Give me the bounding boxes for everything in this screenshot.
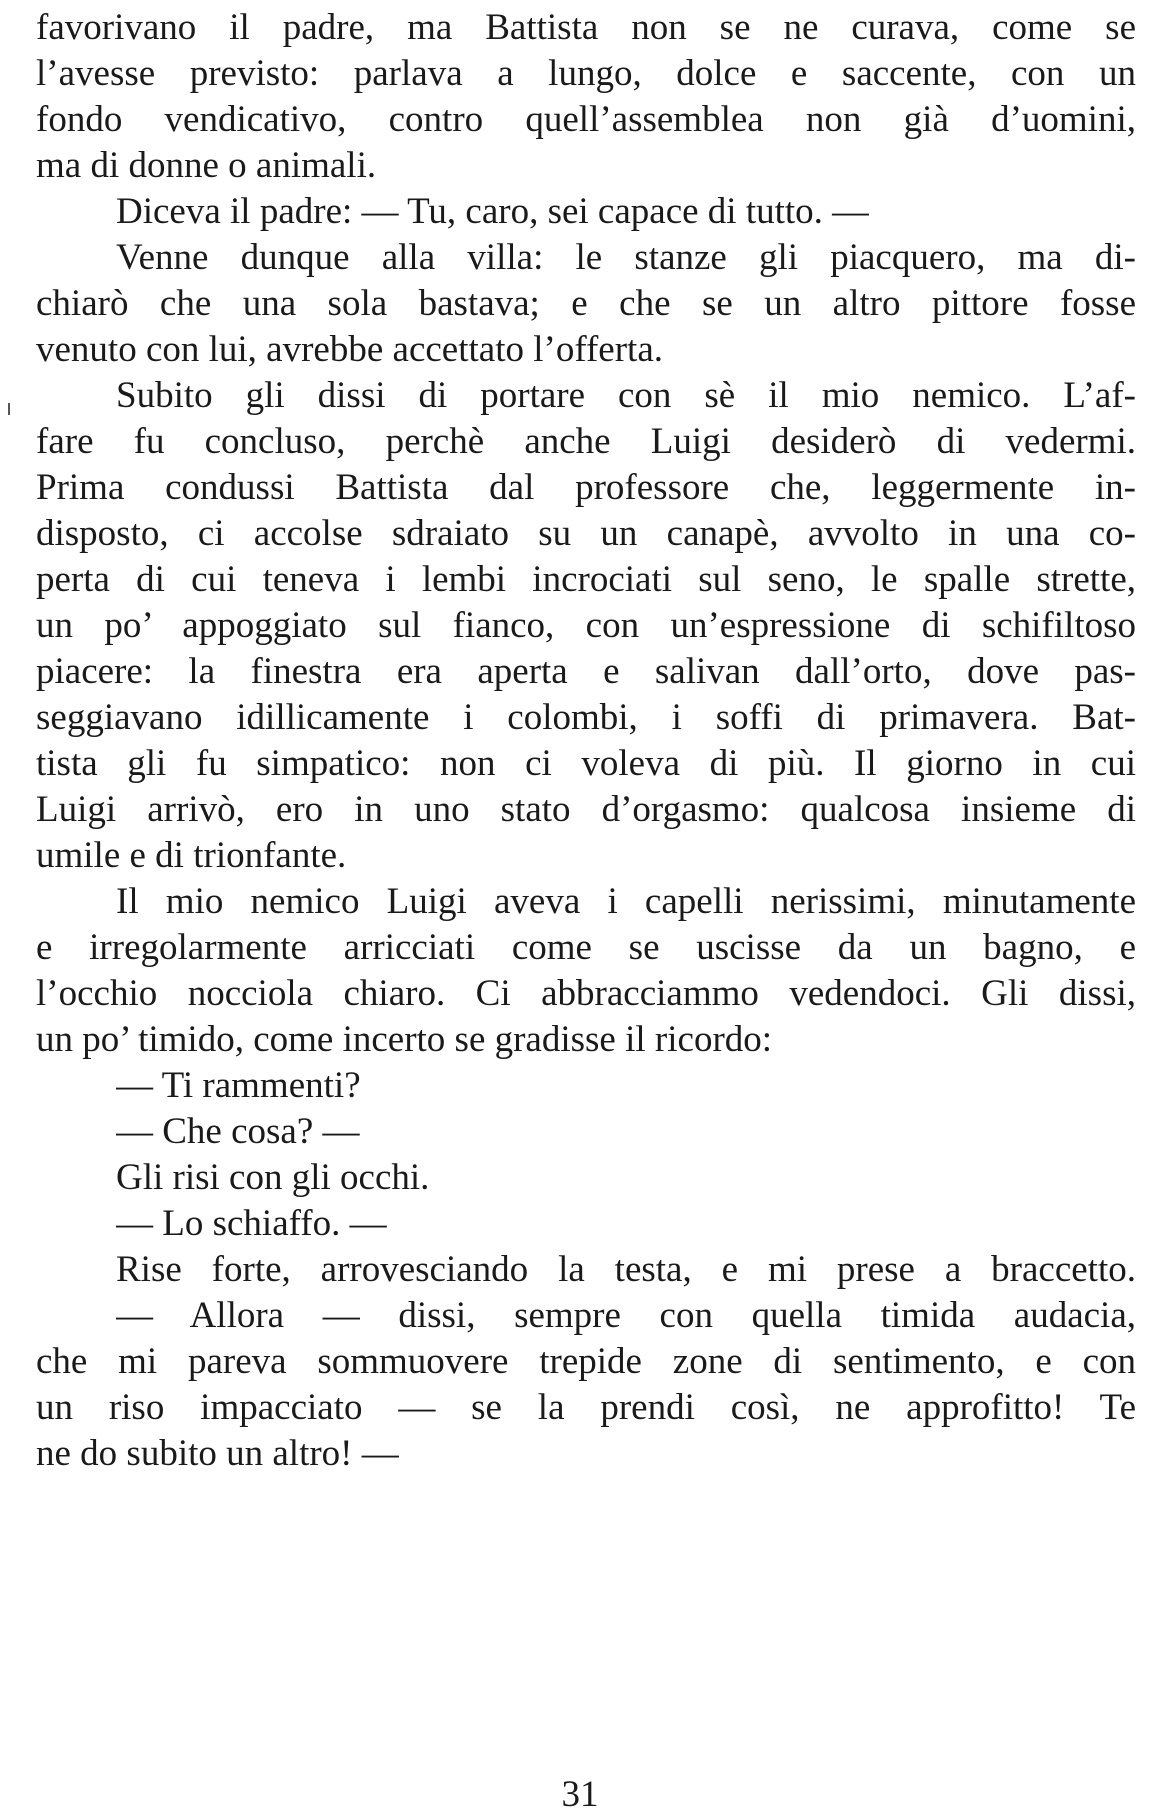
text-line: Prima condussi Battista dal professore che, leggermente in- bbox=[36, 467, 1136, 508]
text-line: ma di donne o animali. bbox=[36, 145, 377, 186]
text-line: Gli risi con gli occhi. bbox=[116, 1157, 430, 1198]
text-line: perta di cui teneva i lembi incrociati sul seno, le spalle strette, bbox=[36, 559, 1136, 600]
text-line: venuto con lui, avrebbe accettato l’offerta. bbox=[36, 329, 663, 370]
text-line: che mi pareva sommuovere trepide zone di sentimento, e con bbox=[36, 1341, 1136, 1382]
text-line: chiarò che una sola bastava; e che se un altro pittore fosse bbox=[36, 283, 1136, 324]
text-line: un po’ timido, come incerto se gradisse il ricordo: bbox=[36, 1019, 773, 1060]
text-line: un po’ appoggiato sul fianco, con un’espressione di schifiltoso bbox=[36, 605, 1136, 646]
text-line: Subito gli dissi di portare con sè il mio nemico. L’af- bbox=[116, 375, 1136, 416]
text-line: seggiavano idillicamente i colombi, i soffi di primavera. Bat- bbox=[36, 697, 1136, 738]
text-line: favorivano il padre, ma Battista non se ne curava, come se bbox=[36, 7, 1136, 48]
text-line: fondo vendicativo, contro quell’assemblea non già d’uomini, bbox=[36, 99, 1136, 140]
text-line: Rise forte, arrovesciando la testa, e mi prese a braccetto. bbox=[116, 1249, 1136, 1290]
text-line: — Che cosa? — bbox=[116, 1111, 360, 1152]
text-line: e irregolarmente arricciati come se uscisse da un bagno, e bbox=[36, 927, 1136, 968]
text-line: l’avesse previsto: parlava a lungo, dolce e saccente, con un bbox=[36, 53, 1136, 94]
text-line: — Allora — dissi, sempre con quella timida audacia, bbox=[116, 1295, 1136, 1336]
text-line: Diceva il padre: — Tu, caro, sei capace di tutto. — bbox=[116, 191, 870, 232]
text-line: un riso impacciato — se la prendi così, ne approfitto! Te bbox=[36, 1387, 1136, 1428]
text-line: piacere: la finestra era aperta e salivan dall’orto, dove pas- bbox=[36, 651, 1136, 692]
text-line: — Lo schiaffo. — bbox=[116, 1203, 387, 1244]
text-line: Luigi arrivò, ero in uno stato d’orgasmo: qualcosa insieme di bbox=[36, 789, 1136, 830]
text-line: — Ti rammenti? bbox=[116, 1065, 361, 1106]
text-line: ne do subito un altro! — bbox=[36, 1433, 399, 1474]
text-line: l’occhio nocciola chiaro. Ci abbracciammo vedendoci. Gli dissi, bbox=[36, 973, 1136, 1014]
page-number: 31 bbox=[561, 1774, 599, 1815]
text-line: disposto, ci accolse sdraiato su un canapè, avvolto in una co- bbox=[36, 513, 1136, 554]
text-line: fare fu concluso, perchè anche Luigi desiderò di vedermi. bbox=[36, 421, 1136, 462]
text-line: tista gli fu simpatico: non ci voleva di più. Il giorno in cui bbox=[36, 743, 1136, 784]
text-line: Il mio nemico Luigi aveva i capelli nerissimi, minutamente bbox=[116, 881, 1136, 922]
text-line: Venne dunque alla villa: le stanze gli piacquero, ma di- bbox=[116, 237, 1136, 278]
text-line: umile e di trionfante. bbox=[36, 835, 347, 876]
